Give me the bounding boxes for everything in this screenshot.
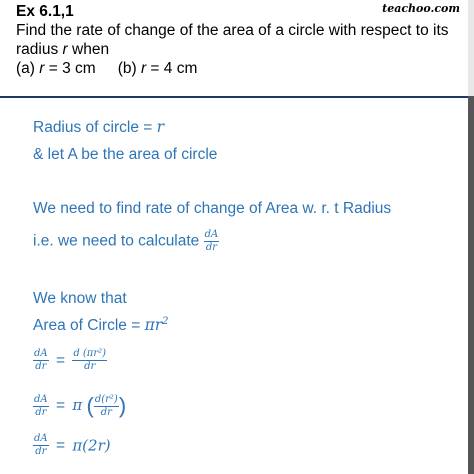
derivative-step-1: $\frac{dA}{dr}$ = $\frac{\text{d (πr²)}}{dr}$ <box>34 348 107 372</box>
area-definition-line: & let A be the area of circle <box>33 146 218 163</box>
radius-line: Radius of circle = r <box>33 118 165 136</box>
scrollbar-thumb[interactable] <box>468 96 474 474</box>
dA-dr-fraction: $\frac{dA}{dr}$ <box>204 229 219 253</box>
area-formula-line: Area of Circle = $\pi r^2$ <box>33 316 169 335</box>
derivative-step-2: $\frac{dA}{dr}$ = π ( $\frac{\text{d(r²)}}{dr}$ ) <box>34 393 127 418</box>
know-line: We know that <box>33 290 127 307</box>
question-header <box>16 2 456 78</box>
calculate-line: i.e. we need to calculate $\frac{dA}{dr}$ <box>33 229 219 253</box>
exercise-title: Ex 6.1,1 <box>16 3 74 20</box>
question-line-2: radius r when <box>16 41 110 58</box>
question-parts: (a) r = 3 cm (b) r = 4 cm <box>16 60 198 77</box>
header-divider <box>0 96 468 98</box>
scrollbar[interactable] <box>468 0 474 474</box>
derivative-step-3: $\frac{dA}{dr}$ = π(2r) <box>34 433 111 457</box>
need-line: We need to find rate of change of Area w. r. t Radius <box>33 200 392 217</box>
teachoo-watermark: teachoo.com <box>382 2 460 15</box>
question-line-1: Find the rate of change of the area of a circle with respect to its <box>16 22 449 39</box>
